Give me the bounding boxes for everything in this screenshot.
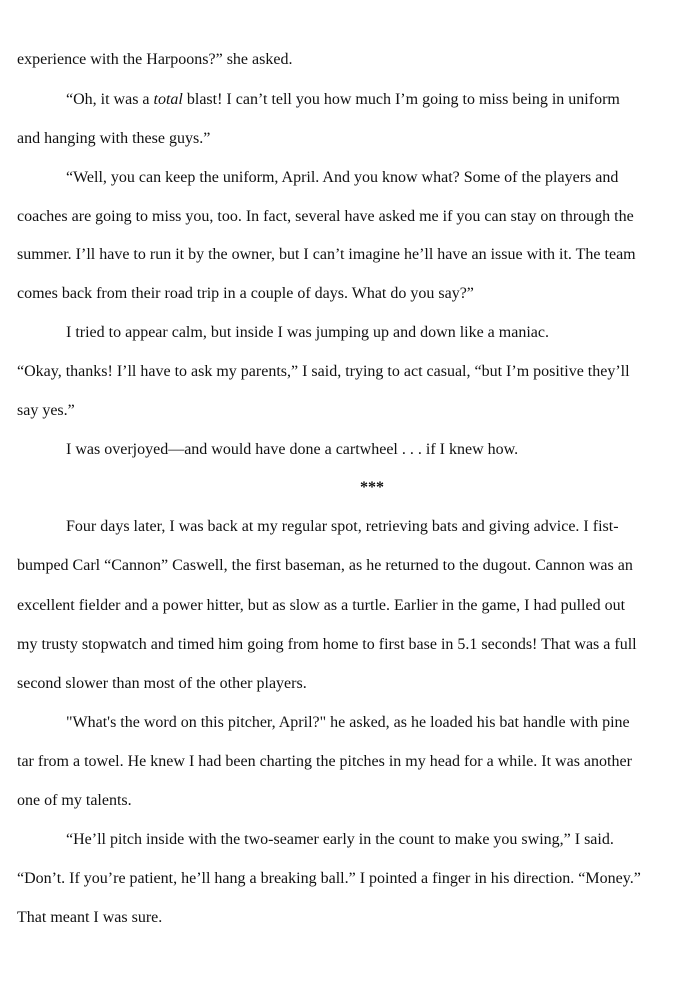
text-line: one of my talents. xyxy=(17,792,132,809)
text-line: I was overjoyed—and would have done a cartwheel . . . if I knew how. xyxy=(66,441,519,458)
text-line: my trusty stopwatch and timed him going from home to first base in 5.1 seconds! That was a full xyxy=(17,636,637,653)
text-line: comes back from their road trip in a couple of days. What do you say?” xyxy=(17,285,474,302)
text-line: say yes.” xyxy=(17,402,75,419)
text-line: summer. I’ll have to run it by the owner, but I can’t imagine he’ll have an issue with it. The team xyxy=(17,246,636,263)
text-line: “He’ll pitch inside with the two-seamer early in the count to make you swing,” I said. xyxy=(66,831,614,848)
italic-word: total xyxy=(153,91,183,108)
text-line: tar from a towel. He knew I had been charting the pitches in my head for a while. It was another xyxy=(17,753,632,770)
text-line: excellent fielder and a power hitter, but as slow as a turtle. Earlier in the game, I had pulled out xyxy=(17,597,626,614)
text-line: coaches are going to miss you, too. In fact, several have asked me if you can stay on through the xyxy=(17,208,634,225)
text-line: "What's the word on this pitcher, April?" he asked, as he loaded his bat handle with pine xyxy=(66,714,630,731)
text-line: experience with the Harpoons?” she asked. xyxy=(17,51,293,68)
text-line: second slower than most of the other players. xyxy=(17,675,307,692)
text-line: “Okay, thanks! I’ll have to ask my parents,” I said, trying to act casual, “but I’m positive they’ll xyxy=(17,363,630,380)
text-line: bumped Carl “Cannon” Caswell, the first baseman, as he returned to the dugout. Cannon was an xyxy=(17,557,633,574)
text-line: and hanging with these guys.” xyxy=(17,130,211,147)
text-line: That meant I was sure. xyxy=(17,909,163,926)
text-line: “Don’t. If you’re patient, he’ll hang a breaking ball.” I pointed a finger in his direction. “Money.” xyxy=(17,870,641,887)
text-line: “Oh, it was a total blast! I can’t tell you how much I’m going to miss being in uniform xyxy=(66,91,620,108)
text-line: Four days later, I was back at my regular spot, retrieving bats and giving advice. I fist- xyxy=(66,518,619,535)
section-break: *** xyxy=(360,479,384,496)
text-line: “Well, you can keep the uniform, April. And you know what? Some of the players and xyxy=(66,169,619,186)
text-line: I tried to appear calm, but inside I was jumping up and down like a maniac. xyxy=(66,324,549,341)
